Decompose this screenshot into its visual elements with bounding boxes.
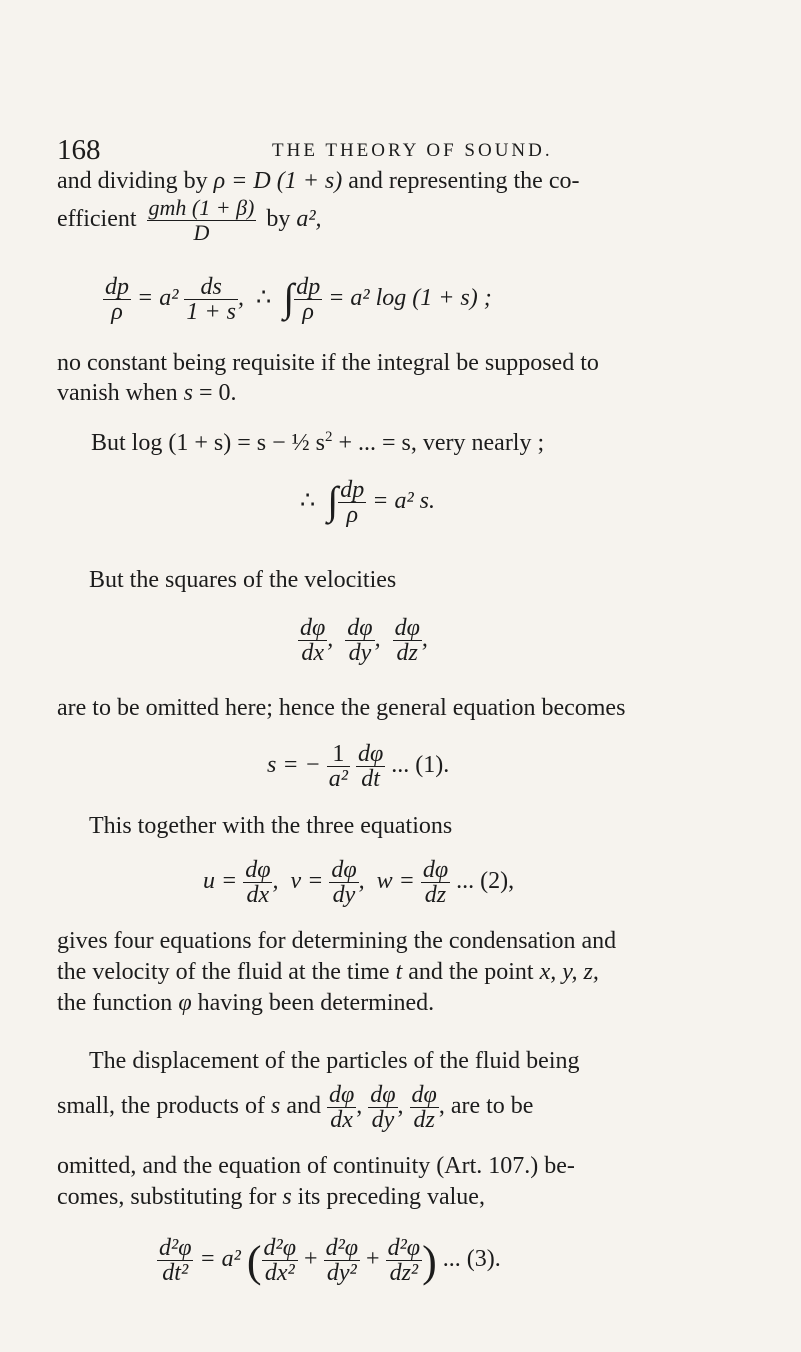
text-line-13: small, the products of s and $\frac{d\varphi}{dx}$ , $\frac{d\varphi}{dy}$ , $\frac{d\varphi}{dz}$ , are to be [57, 1082, 534, 1133]
text-line-14: omitted, and the equation of continuity (Art. 107.) be- [57, 1153, 575, 1179]
equation-3: $\frac{\text{d²φ}}{\text{dt²}}$ = a² ( $\frac{\text{d²φ}}{\text{dx²}}$ + $\frac{\text{d²φ}}{\text{dy²}}$ + $\frac{\text{d²φ}}{\text{dz²}}$ ) ... (3). [159, 1235, 501, 1287]
text-line-squares: But the squares of the velocities [89, 567, 397, 593]
text-line-log-approx: But log (1 + s) = s − ½ $s^2$ + ... = s, very nearly ; [91, 429, 545, 456]
equation-velocities: $\frac{d\varphi}{dx}$ , $\frac{d\varphi}{dy}$ , $\frac{d\varphi}{dz}$ , [300, 615, 428, 666]
equation-integral-log: $\frac{dp}{\rho}$ = a² $\frac{ds}{1 + s}$ , ∴ ∫ $\frac{dp}{\rho}$ = a² log (1 + s) ; [105, 274, 492, 325]
running-title: THE THEORY OF SOUND. [272, 140, 553, 161]
text-line-12: The displacement of the particles of the fluid being [89, 1048, 580, 1074]
equation-2: u = $\frac{d\varphi}{dx}$ , v = $\frac{d\varphi}{dy}$ , w = $\frac{d\varphi}{dz}$ ... (2), [203, 857, 515, 908]
text-line-3: no constant being requisite if the integral be supposed to [57, 350, 599, 376]
text-line-11: the function φ having been determined. [57, 990, 435, 1016]
text-line-15: comes, substituting for s its preceding value, [57, 1184, 485, 1210]
text-line-9: gives four equations for determining the condensation and [57, 928, 617, 954]
text-line-4: vanish when s = 0. [57, 380, 237, 406]
page-number: 168 [57, 134, 101, 166]
coefficient-line: efficient $\frac{\text{gmh (1 + β)}}{D}$ by a², [57, 195, 322, 245]
text-line-7: are to be omitted here; hence the general equation becomes [57, 695, 626, 721]
text-line-10: the velocity of the fluid at the time t and the point x, y, z, [57, 959, 599, 985]
equation-integral-approx: ∴ ∫ $\frac{dp}{\rho}$ = a² s. [300, 477, 435, 528]
equation-1: s = − $\frac{1}{\text{a²}}$ $\frac{d\varphi}{dt}$ ... (1). [267, 741, 450, 792]
text-line-1: and dividing by ρ = D (1 + s) and representing the co- [57, 168, 580, 194]
text-line-8: This together with the three equations [89, 813, 453, 839]
